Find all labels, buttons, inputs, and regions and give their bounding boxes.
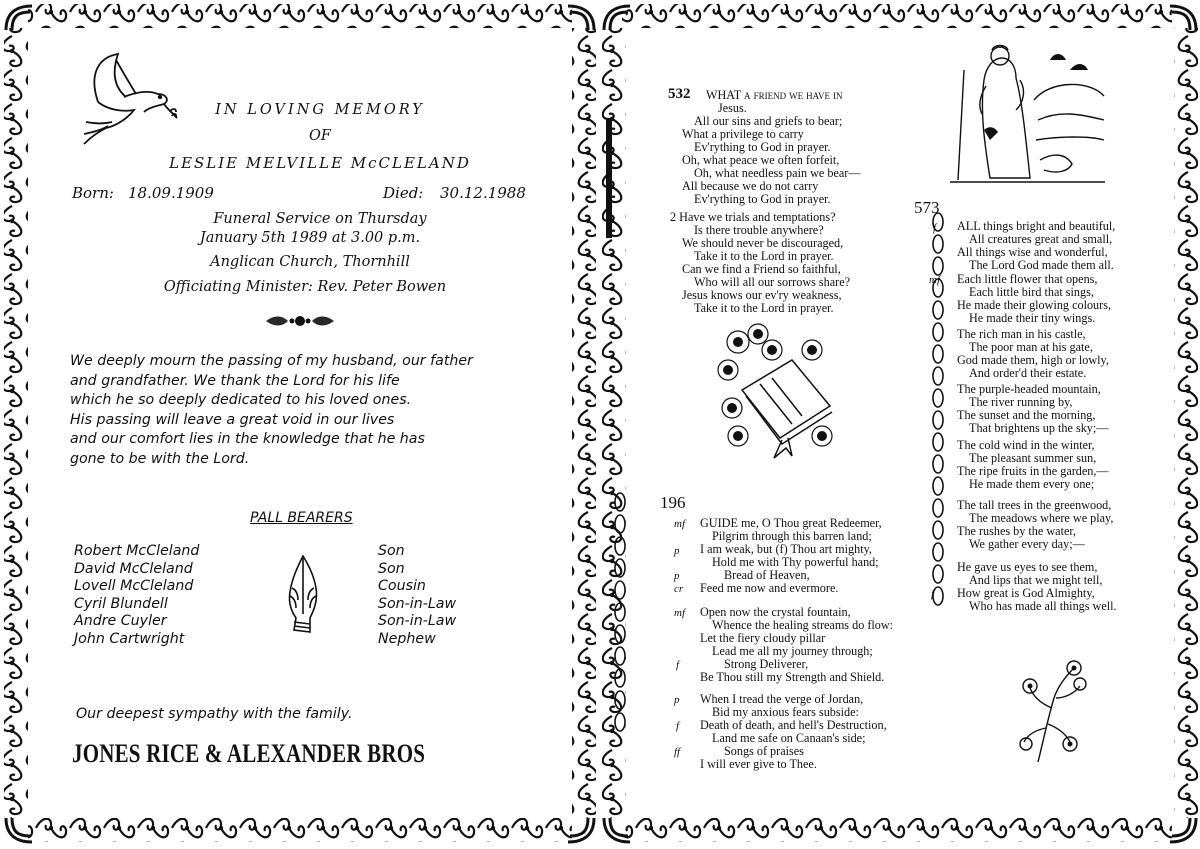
- hymn-line: 2 Have we trials and temptations?: [670, 210, 836, 224]
- hymn-line: Whence the healing streams do flow:: [712, 618, 894, 632]
- hymn-line: We should never be discouraged,: [682, 236, 844, 250]
- pall-bearer-name: Cyril Blundell: [74, 595, 168, 612]
- dynamic-mark: mf: [929, 274, 940, 286]
- pall-bearer-relation: Son: [378, 543, 405, 559]
- pall-bearer-relation: Cousin: [378, 578, 426, 595]
- hymn-line: The rich man in his castle,: [957, 327, 1086, 341]
- hymn-line: Feed me now and evermore.: [700, 581, 839, 595]
- pall-bearer-name: Lovell McCleland: [74, 578, 194, 595]
- pall-bearers-names: [74, 543, 199, 649]
- dynamic-mark: cr: [674, 583, 684, 595]
- dynamic-mark: f: [676, 659, 680, 671]
- pall-bearer-name: David McCleland: [74, 560, 193, 577]
- hymn-line: Pilgrim through this barren land;: [712, 529, 872, 543]
- hymn-line: Oh, what peace we often forfeit,: [682, 153, 840, 167]
- hymn-line: The meadows where we play,: [969, 511, 1114, 525]
- tribute-line: We deeply mourn the passing of my husband, our father: [70, 353, 473, 369]
- flower-sprig-icon: [1018, 658, 1098, 768]
- hymn-line: He gave us eyes to see them,: [957, 560, 1098, 574]
- funeral-home-name: JONES RICE & ALEXANDER BROS: [72, 738, 426, 768]
- tribute-text: [70, 352, 550, 469]
- born-label: Born:: [72, 184, 114, 202]
- hymn-573-number: 573: [914, 198, 940, 217]
- tribute-line: and our comfort lies in the knowledge that he has: [70, 431, 425, 447]
- hymn-line: Land me safe on Canaan's side;: [712, 731, 866, 745]
- hymn-line: Bread of Heaven,: [724, 568, 810, 582]
- tribute-line: and grandfather. We thank the Lord for his life: [70, 372, 400, 389]
- hymn-line: He made their tiny wings.: [969, 311, 1096, 325]
- hymn-line: ALL things bright and beautiful,: [957, 219, 1116, 233]
- hymn-line: Lead me all my journey through;: [712, 644, 873, 658]
- hymn-line: Take it to the Lord in prayer.: [694, 249, 834, 263]
- pall-bearer-name: John Cartwright: [74, 630, 185, 647]
- hymn-line: Oh, what needless pain we bear—: [694, 166, 861, 180]
- hymn-line: Ev'rything to God in prayer.: [694, 192, 831, 206]
- hymn-line: The pleasant summer sun,: [969, 451, 1097, 465]
- hymn-line: That brightens up the sky;—: [969, 421, 1109, 435]
- hymn-532-number: 532: [668, 86, 691, 102]
- dynamic-mark: p: [674, 694, 680, 706]
- dynamic-mark: f: [931, 588, 935, 600]
- deceased-name: LESLIE MELVILLE McCLELAND: [169, 154, 471, 172]
- chain-divider-196: [612, 490, 628, 740]
- hymn-line: He made their glowing colours,: [957, 298, 1111, 312]
- bible-flowers-icon: [712, 320, 842, 460]
- hymn-line: We gather every day;—: [969, 537, 1085, 551]
- hymn-line: When I tread the verge of Jordan,: [700, 692, 864, 706]
- dynamic-mark: mf: [674, 607, 685, 619]
- pall-bearer-relation: Son-in-Law: [378, 613, 457, 630]
- hymn-line: The rushes by the water,: [957, 524, 1076, 538]
- hymn-line: All our sins and griefs to bear;: [694, 114, 843, 128]
- dynamic-mark: p: [674, 545, 680, 557]
- memorial-heading: IN LOVING MEMORY: [215, 102, 425, 118]
- born-date: 18.09.1909: [128, 184, 214, 202]
- dynamic-mark: f: [676, 720, 680, 732]
- pall-bearers-relations: [378, 543, 456, 649]
- hymn-line: And lips that we might tell,: [969, 573, 1103, 587]
- hymn-line: The sunset and the morning,: [957, 408, 1096, 422]
- hymn-line: Who has made all things well.: [969, 599, 1117, 613]
- service-line-2: January 5th 1989 at 3.00 p.m.: [199, 230, 421, 246]
- hymn-line: Be Thou still my Strength and Shield.: [700, 670, 885, 684]
- hymn-line: The ripe fruits in the garden,—: [957, 464, 1109, 478]
- hymn-line: The purple-headed mountain,: [957, 382, 1101, 396]
- hymn-line: Each little flower that opens,: [957, 272, 1098, 286]
- pall-bearer-relation: Son: [378, 560, 405, 577]
- pall-bearer-name: Andre Cuyler: [74, 613, 167, 630]
- hymn-line: Let the fiery cloudy pillar: [700, 631, 826, 645]
- ornament-divider-icon: [264, 313, 336, 329]
- hymn-line: How great is God Almighty,: [957, 586, 1095, 600]
- sympathy-message: Our deepest sympathy with the family.: [76, 706, 353, 722]
- service-line-1: Funeral Service on Thursday: [213, 211, 427, 227]
- hymn-line: Jesus.: [718, 101, 747, 115]
- hymn-line: Take it to the Lord in prayer.: [694, 301, 834, 315]
- hymn-line: Jesus knows our ev'ry weakness,: [682, 288, 842, 302]
- hymn-line: Bid my anxious fears subside:: [712, 705, 859, 719]
- pall-bearer-relation: Son-in-Law: [378, 595, 457, 612]
- died-label: Died:: [383, 184, 424, 202]
- hymn-line: God made them, high or lowly,: [957, 353, 1109, 367]
- dynamic-mark: mf: [674, 518, 685, 530]
- hymn-line: The river running by,: [969, 395, 1073, 409]
- chain-divider-573: [930, 210, 946, 630]
- pall-bearers-heading: PALL BEARERS: [250, 510, 353, 526]
- memorial-heading-of: OF: [309, 128, 331, 144]
- hymn-line: I am weak, but (f) Thou art mighty,: [700, 542, 872, 556]
- hymn-line: And order'd their estate.: [969, 366, 1087, 380]
- hymn-line: Can we find a Friend so faithful,: [682, 262, 841, 276]
- hymn-line: All because we do not carry: [682, 179, 819, 193]
- tribute-line: gone to be with the Lord.: [70, 450, 250, 467]
- tribute-line: His passing will leave a great void in our lives: [70, 411, 395, 428]
- hymn-line: Open now the crystal fountain,: [700, 605, 851, 619]
- hymn-line: Ev'rything to God in prayer.: [694, 140, 831, 154]
- tribute-line: which he so deeply dedicated to his loved ones.: [70, 392, 412, 408]
- hymn-line: Is there trouble anywhere?: [694, 223, 824, 237]
- hymns-page: [600, 0, 1200, 849]
- praying-hands-icon: [278, 552, 328, 634]
- hymn-line: Death of death, and hell's Destruction,: [700, 718, 887, 732]
- shepherd-icon: [950, 40, 1105, 185]
- hymn-line: All creatures great and small,: [969, 232, 1113, 246]
- dynamic-mark: p: [674, 570, 680, 582]
- church-name: Anglican Church, Thornhill: [210, 254, 410, 270]
- hymn-line: The poor man at his gate,: [969, 340, 1093, 354]
- dynamic-mark: f: [933, 222, 937, 234]
- hymn-line: Who will all our sorrows share?: [694, 275, 851, 289]
- hymn-line: Each little bird that sings,: [969, 285, 1094, 299]
- pall-bearer-name: Robert McCleland: [74, 543, 200, 559]
- gutter-bar-top: [606, 118, 612, 238]
- hymn-line: All things wise and wonderful,: [957, 245, 1108, 259]
- hymn-line: WHAT a friend we have in: [706, 88, 843, 102]
- hymn-line: The tall trees in the greenwood,: [957, 498, 1112, 512]
- dynamic-mark: ff: [674, 746, 681, 758]
- officiating-minister: Officiating Minister: Rev. Peter Bowen: [163, 279, 447, 295]
- hymn-line: The Lord God made them all.: [969, 258, 1114, 272]
- hymn-line: Strong Deliverer,: [724, 657, 809, 671]
- hymn-196-number: 196: [660, 493, 686, 512]
- hymn-line: I will ever give to Thee.: [700, 757, 817, 771]
- hymn-line: What a privilege to carry: [682, 127, 804, 141]
- hymn-line: GUIDE me, O Thou great Redeemer,: [700, 516, 882, 530]
- hymn-line: Hold me with Thy powerful hand;: [712, 555, 879, 569]
- hymn-line: He made them every one;: [969, 477, 1095, 491]
- hymn-line: Songs of praises: [724, 744, 804, 758]
- died-date: 30.12.1988: [440, 184, 526, 202]
- hymn-line: The cold wind in the winter,: [957, 438, 1095, 452]
- pall-bearer-relation: Nephew: [378, 630, 436, 647]
